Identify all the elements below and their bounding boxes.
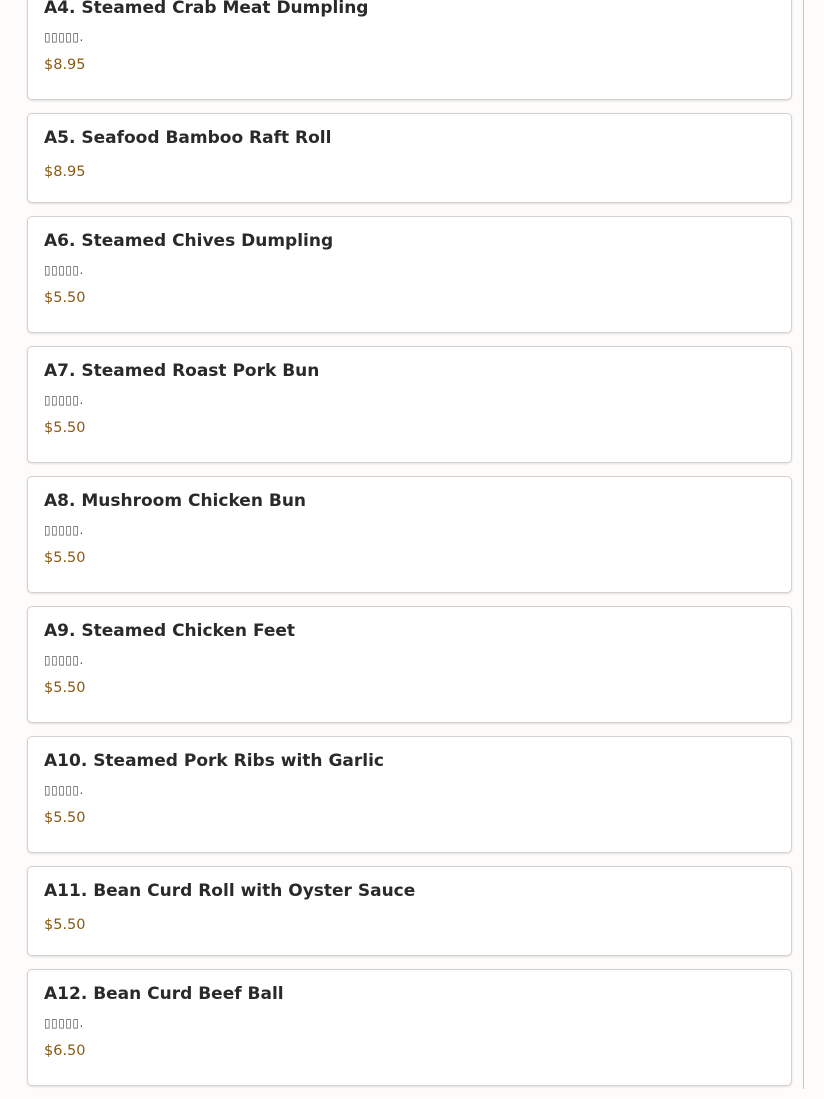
menu-item-price: $5.50	[44, 290, 86, 306]
menu-item-card[interactable]	[27, 0, 792, 100]
menu-item-name: A9. Steamed Chicken Feet	[44, 621, 296, 641]
menu-item-description: ▯▯▯▯▯.	[44, 1016, 84, 1030]
menu-item-name: A7. Steamed Roast Pork Bun	[44, 361, 320, 381]
menu-item-description: ▯▯▯▯▯.	[44, 263, 84, 277]
menu-item-card[interactable]	[27, 866, 792, 956]
menu-item-name: A6. Steamed Chives Dumpling	[44, 231, 334, 251]
menu-item-price: $6.50	[44, 1043, 86, 1059]
menu-item-description: ▯▯▯▯▯.	[44, 523, 84, 537]
menu-item-name: A12. Bean Curd Beef Ball	[44, 984, 284, 1004]
menu-item-description: ▯▯▯▯▯.	[44, 393, 84, 407]
menu-item-price: $5.50	[44, 550, 86, 566]
menu-item-card[interactable]	[27, 346, 792, 463]
menu-item-card[interactable]	[27, 113, 792, 203]
menu-item-card[interactable]	[27, 969, 792, 1086]
menu-item-card[interactable]	[27, 476, 792, 593]
menu-item-price: $5.50	[44, 420, 86, 436]
menu-item-name: A4. Steamed Crab Meat Dumpling	[44, 0, 369, 18]
menu-item-price: $5.50	[44, 810, 86, 826]
menu-item-price: $5.50	[44, 680, 86, 696]
menu-item-name: A10. Steamed Pork Ribs with Garlic	[44, 751, 384, 771]
menu-item-description: ▯▯▯▯▯.	[44, 653, 84, 667]
menu-item-card[interactable]	[27, 216, 792, 333]
menu-item-description: ▯▯▯▯▯.	[44, 30, 84, 44]
menu-item-name: A8. Mushroom Chicken Bun	[44, 491, 307, 511]
menu-item-price: $5.50	[44, 917, 86, 933]
scroll-container-edge	[803, 0, 804, 1089]
menu-item-price: $8.95	[44, 57, 86, 73]
menu-item-list	[27, 0, 792, 1099]
menu-item-card[interactable]	[27, 736, 792, 853]
menu-item-description: ▯▯▯▯▯.	[44, 783, 84, 797]
menu-item-card[interactable]	[27, 606, 792, 723]
menu-item-price: $8.95	[44, 164, 86, 180]
menu-item-name: A5. Seafood Bamboo Raft Roll	[44, 128, 332, 148]
menu-item-name: A11. Bean Curd Roll with Oyster Sauce	[44, 881, 416, 901]
